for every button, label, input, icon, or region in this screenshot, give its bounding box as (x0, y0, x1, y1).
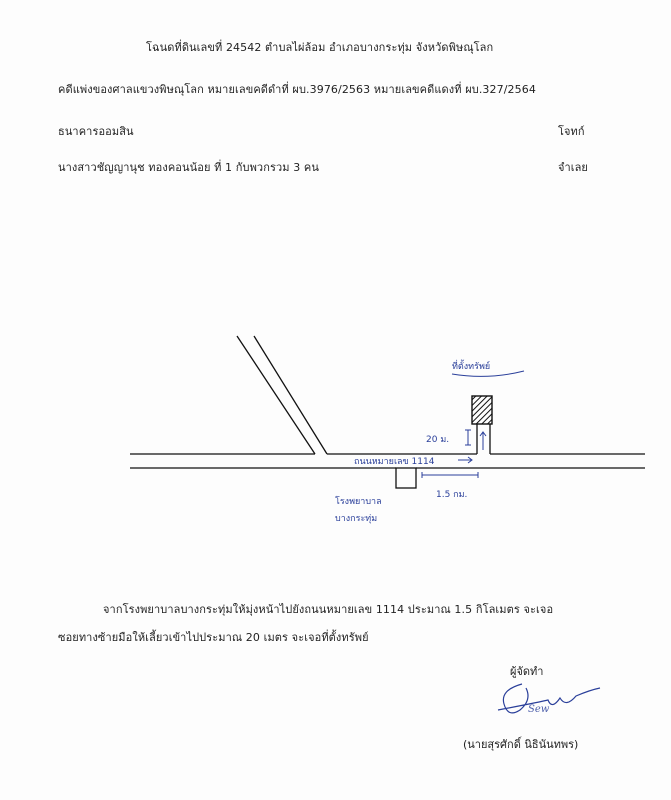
road-label: ถนนหมายเลข 1114 (354, 457, 435, 467)
hospital-label-line2: บางกระทุ่ม (335, 514, 378, 524)
plaintiff-name: ธนาคารออมสิน (58, 125, 134, 138)
signature-text: Sew (528, 704, 550, 715)
km-label: 1.5 กม. (436, 490, 468, 500)
case-line: คดีแพ่งของศาลแขวงพิษณุโลก หมายเลขคดีดำที่ ผบ.3976/2563 หมายเลขคดีแดงที่ ผบ.327/2564 (58, 83, 536, 96)
property-label: ที่ตั้งทรัพย์ (452, 362, 491, 372)
deed-line: โฉนดที่ดินเลขที่ 24542 ตำบลไผ่ล้อม อำเภอบางกระทุ่ม จังหวัดพิษณุโลก (146, 41, 494, 54)
distance-label: 20 ม. (426, 435, 450, 445)
directions-line-1: จากโรงพยาบาลบางกระทุ่มให้มุ่งหน้าไปยังถนนหมายเลข 1114 ประมาณ 1.5 กิโลเมตร จะเจอ (103, 603, 554, 616)
defendant-name: นางสาวชัญญานุช ทองคอนน้อย ที่ 1 กับพวกรวม 3 คน (58, 161, 319, 174)
hospital-label-line1: โรงพยาบาล (335, 497, 382, 507)
signer-role: ผู้จัดทำ (510, 665, 544, 678)
plaintiff-role: โจทก์ (558, 125, 585, 138)
defendant-role: จำเลย (558, 161, 588, 174)
directions-line-2: ซอยทางซ้ายมือให้เลี้ยวเข้าไปประมาณ 20 เมตร จะเจอที่ตั้งทรัพย์ (58, 631, 369, 644)
signer-name: (นายสุรศักดิ์ นิธินันทพร) (463, 738, 579, 751)
